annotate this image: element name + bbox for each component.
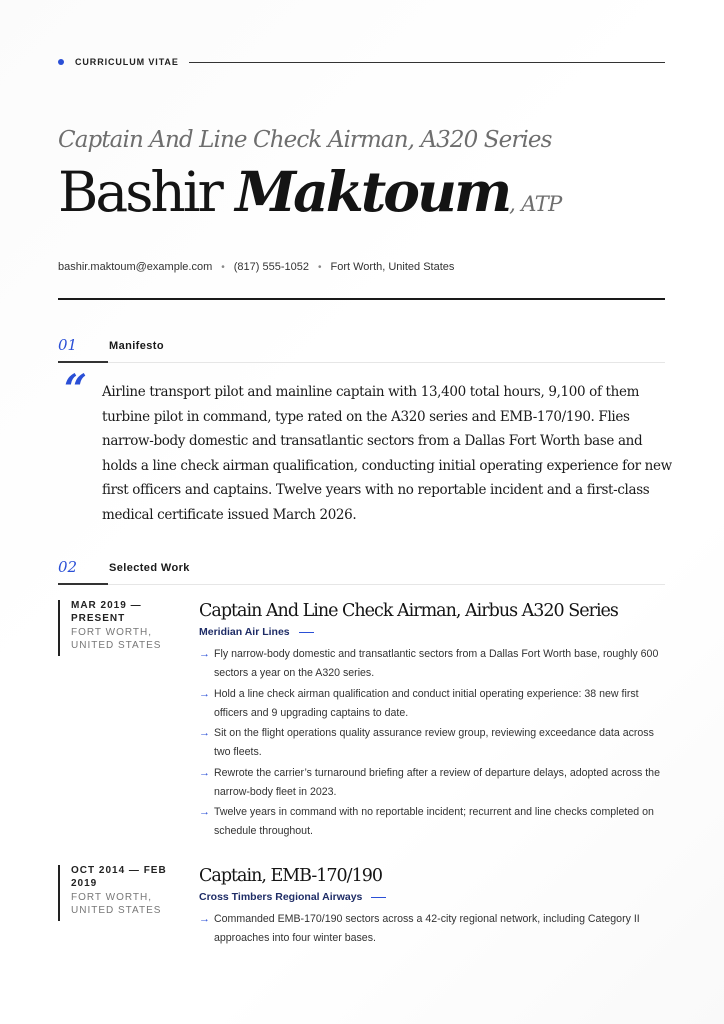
bullet-text: Hold a line check airman qualification and conduct initial operating experience: 38 new first officers and 9 upgrading captains to date. xyxy=(214,687,639,719)
arrow-right-icon: → xyxy=(199,913,210,925)
quote-mark-icon: “ xyxy=(64,366,88,413)
list-item xyxy=(199,724,669,762)
job-company xyxy=(199,891,669,903)
list-item xyxy=(199,685,669,723)
job-bullets xyxy=(199,645,669,841)
job-meta xyxy=(58,600,188,656)
job-company xyxy=(199,626,669,638)
arrow-right-icon: → xyxy=(199,727,210,739)
arrow-right-icon: → xyxy=(199,648,210,660)
section-rule xyxy=(58,584,665,585)
header-divider xyxy=(58,298,665,300)
job-meta xyxy=(58,865,188,921)
last-name: Maktoum xyxy=(235,159,510,224)
contact-email[interactable]: bashir.maktoum@example.com xyxy=(58,261,213,273)
job-body xyxy=(199,865,669,950)
section-number: 02 xyxy=(58,558,78,576)
company-dash xyxy=(371,897,386,898)
job-body xyxy=(199,600,669,843)
contact-line xyxy=(58,261,454,273)
contact-location: Fort Worth, United States xyxy=(330,261,455,273)
company-name: Cross Timbers Regional Airways xyxy=(199,891,363,903)
job-location: FORT WORTH, UNITED STATES xyxy=(71,627,162,651)
arrow-right-icon: → xyxy=(199,806,210,818)
section-header-work xyxy=(58,558,665,588)
company-dash xyxy=(299,632,314,633)
section-rule-accent xyxy=(58,361,108,363)
list-item xyxy=(199,803,669,841)
job-title: Captain And Line Check Airman, Airbus A320 Series xyxy=(199,601,618,621)
list-item xyxy=(199,910,669,948)
first-name: Bashir xyxy=(58,160,221,224)
arrow-right-icon: → xyxy=(199,766,210,779)
job-date: OCT 2014 — FEB 2019 xyxy=(71,865,167,889)
job-bullets xyxy=(199,910,669,948)
section-rule xyxy=(58,362,665,363)
job-date: MAR 2019 — PRESENT xyxy=(71,600,142,624)
dot-icon xyxy=(58,59,64,65)
contact-separator: • xyxy=(221,261,225,273)
credential: , ATP xyxy=(509,192,562,216)
contact-phone[interactable]: (817) 555-1052 xyxy=(233,261,309,273)
section-header-manifesto xyxy=(58,336,665,366)
section-rule-accent xyxy=(58,583,108,585)
section-title: Manifesto xyxy=(109,340,164,352)
bullet-text: Rewrote the carrier’s turnaround briefing after a review of departure delays, adopted across the narrow-body fleet in 2023. xyxy=(214,766,660,798)
bullet-text: Commanded EMB-170/190 sectors across a 42-city regional network, including Category II approaches into four winter bases. xyxy=(214,913,640,944)
job-title: Captain, EMB-170/190 xyxy=(199,866,382,886)
cv-label: CURRICULUM VITAE xyxy=(75,57,179,67)
job-location: FORT WORTH, UNITED STATES xyxy=(71,892,162,916)
section-title: Selected Work xyxy=(109,562,190,574)
section-number: 01 xyxy=(58,336,78,354)
cv-label-row xyxy=(58,56,665,68)
cv-label-rule xyxy=(189,62,665,63)
bullet-text: Fly narrow-body domestic and transatlantic sectors from a Dallas Fort Worth base, roughly 600 sectors a year on the A320 series. xyxy=(214,648,659,679)
list-item xyxy=(199,764,669,802)
bullet-text: Twelve years in command with no reportable incident; recurrent and line checks completed on schedule throughout. xyxy=(214,806,654,837)
manifesto-text: Airline transport pilot and mainline captain with 13,400 total hours, 9,100 of them turbine pilot in command, type rated on the A320 series and EMB-170/190. Flies narrow-body domestic and transatlantic sectors from a Dallas Fort Worth base and holds a line check airman qualification, conducting initial operating experience for new first officers and captains. Twelve years with no reportable incident and a first-class medical certificate issued March 2026. xyxy=(102,384,672,523)
bullet-text: Sit on the flight operations quality assurance review group, reviewing exceedance data across two fleets. xyxy=(214,727,654,758)
arrow-right-icon: → xyxy=(199,687,210,700)
job-subtitle: Captain And Line Check Airman, A320 Series xyxy=(58,127,552,153)
company-name: Meridian Air Lines xyxy=(199,626,290,638)
contact-separator: • xyxy=(317,261,322,273)
full-name xyxy=(58,160,562,224)
list-item xyxy=(199,645,669,683)
